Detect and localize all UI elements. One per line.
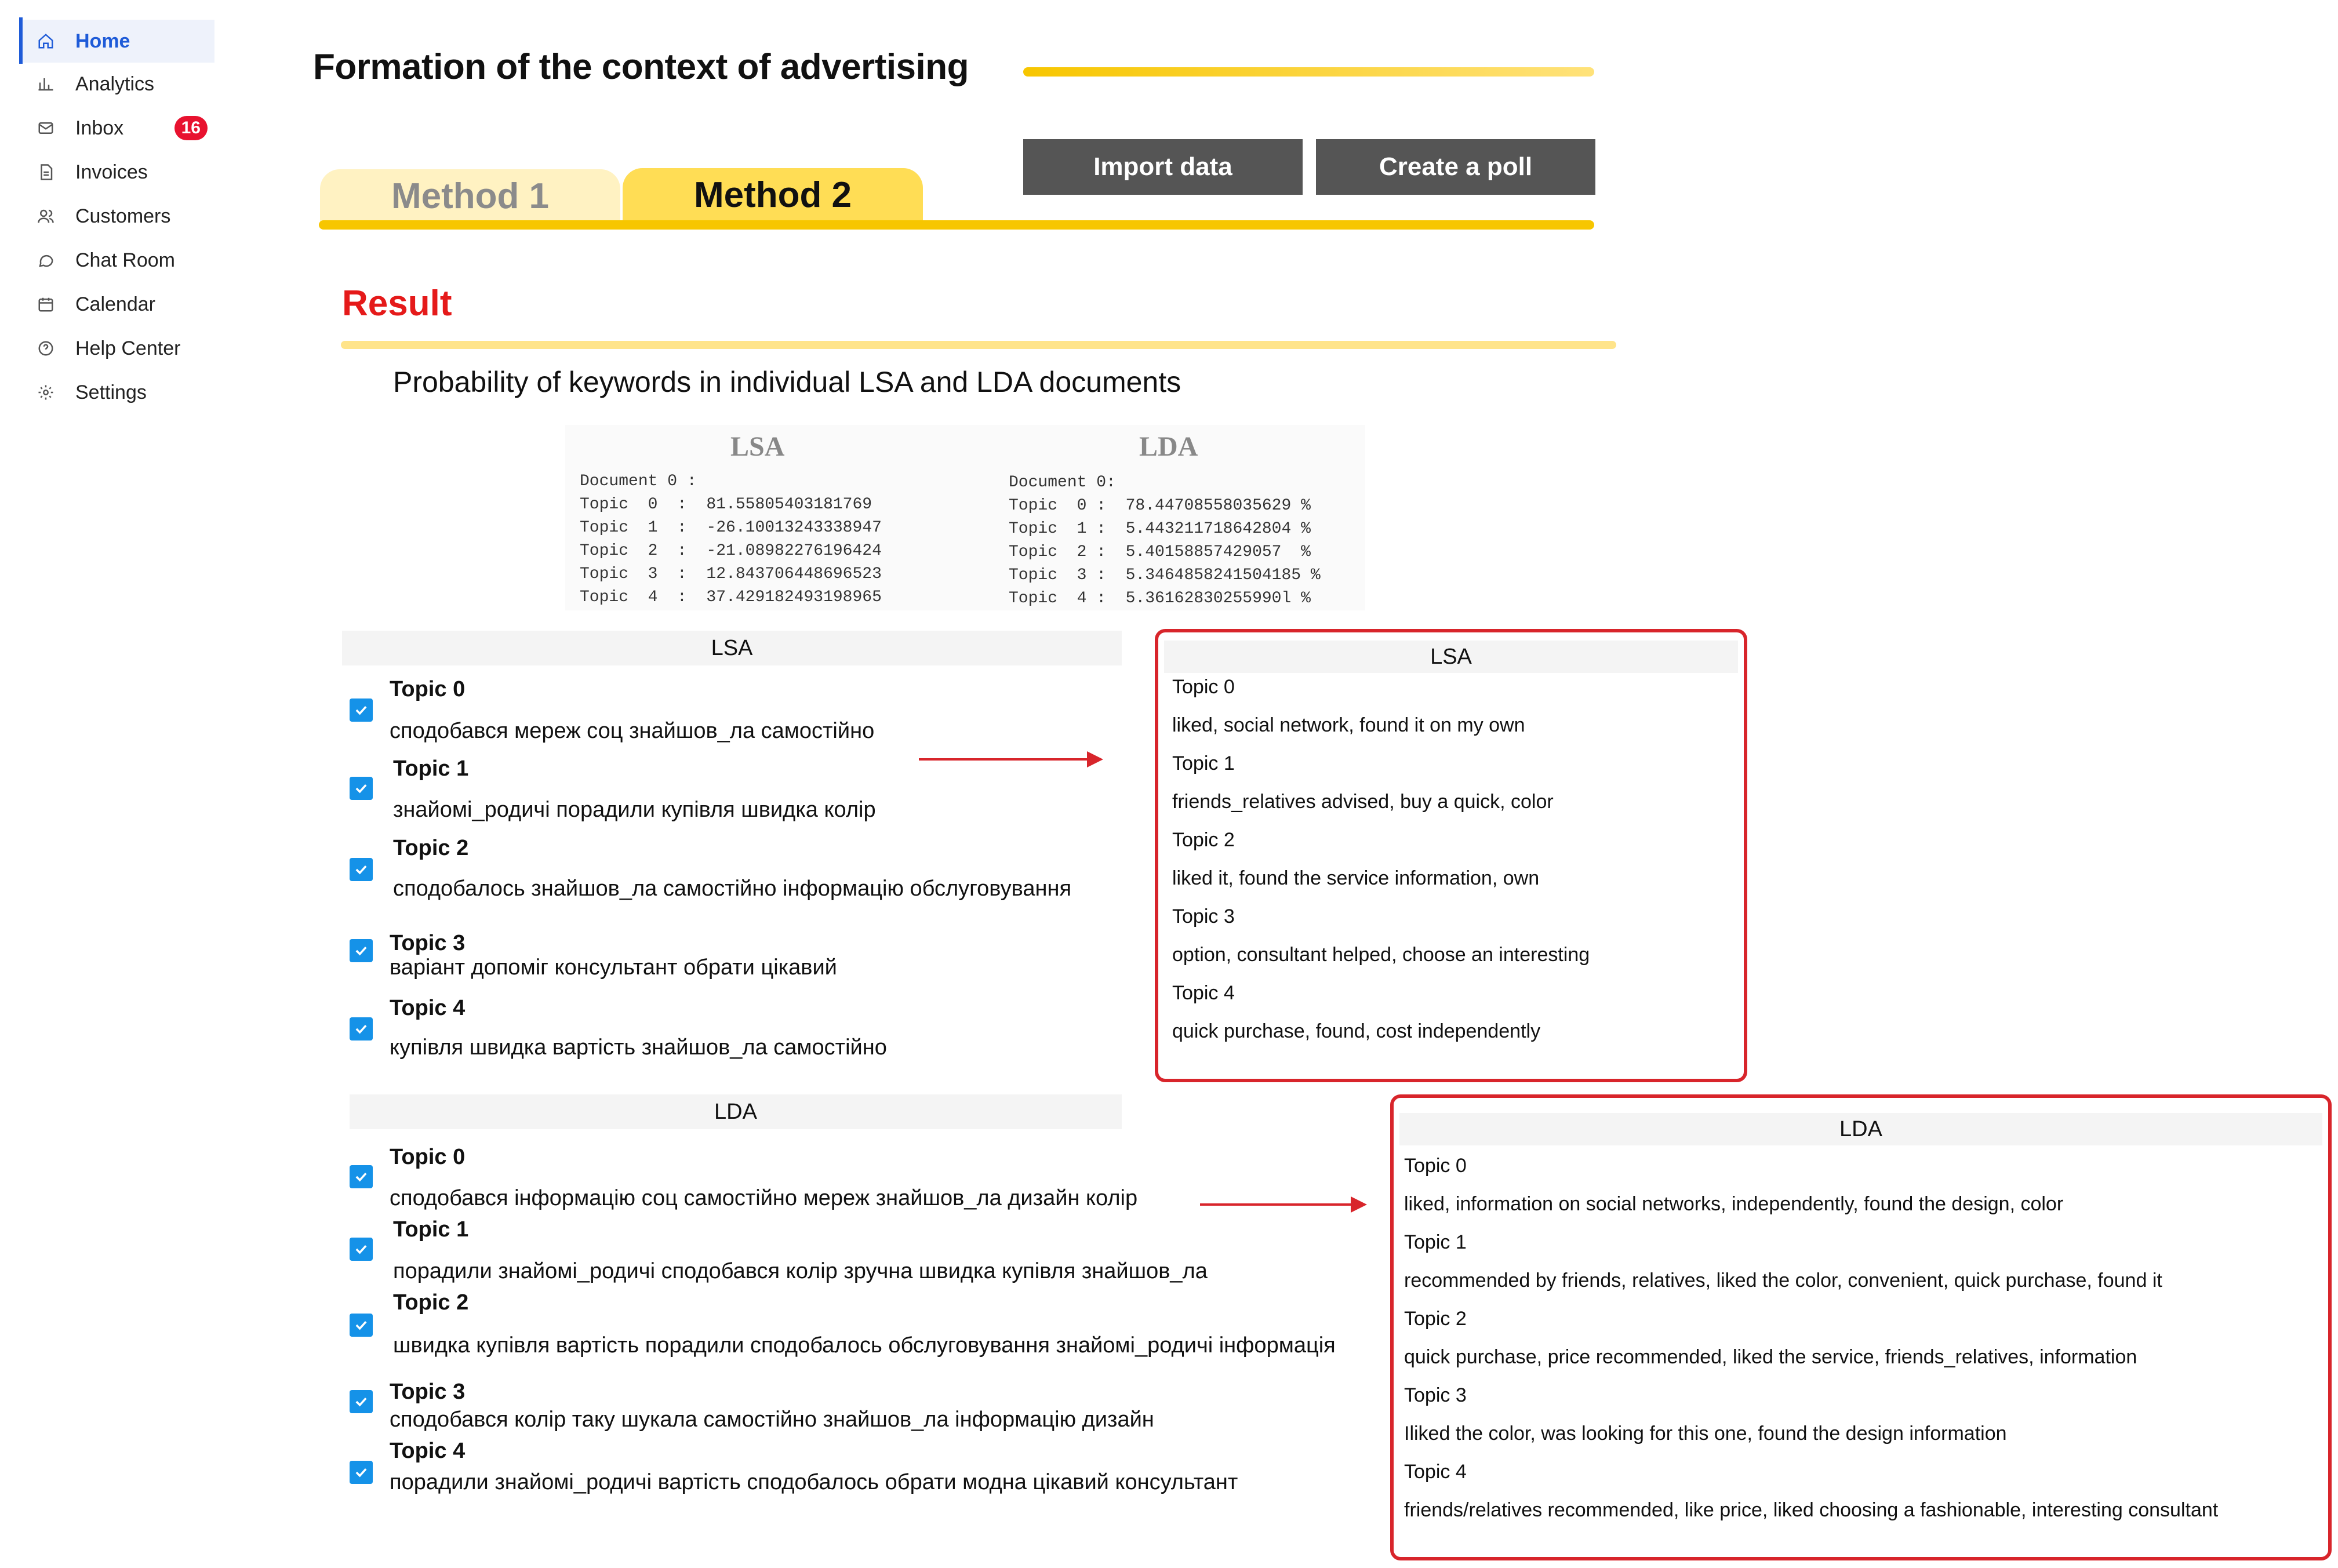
lsa-topic-3-text: варіант допоміг консультант обрати цікавий (390, 955, 837, 980)
lda-topic-3-title: Topic 3 (390, 1380, 466, 1404)
title-underline (1023, 67, 1594, 77)
lsa-translation-topic-0: Topic 0 (1172, 676, 1235, 698)
tab-label: Method 2 (693, 174, 852, 215)
sidebar-item-help-center[interactable] (23, 327, 214, 370)
lsa-output-heading: LSA (730, 431, 785, 462)
sidebar-item-customers[interactable] (23, 195, 214, 238)
lsa-topic-1-text: знайомі_родичі порадили купівля швидка колір (393, 798, 876, 822)
lsa-topic-3-checkbox[interactable] (350, 939, 373, 962)
lda-topic-1-checkbox[interactable] (350, 1238, 373, 1261)
lsa-arrow-icon (919, 748, 1104, 771)
users-icon (36, 206, 56, 226)
sidebar-item-label: Customers (75, 205, 171, 227)
lsa-topic-0-title: Topic 0 (390, 677, 466, 701)
lsa-topic-0-text: сподобався мереж соц знайшов_ла самостійно (390, 719, 875, 743)
import-data-button[interactable]: Import data (1023, 139, 1303, 195)
lda-topic-1-title: Topic 1 (393, 1217, 469, 1242)
lsa-section-heading: LSA (342, 631, 1122, 665)
sidebar-item-analytics[interactable] (23, 63, 214, 105)
lsa-topic-4-title: Topic 4 (390, 996, 466, 1020)
lda-topic-3-checkbox[interactable] (350, 1390, 373, 1413)
lsa-topic-4-text: купівля швидка вартість знайшов_ла самостійно (390, 1035, 887, 1060)
help-icon (36, 339, 56, 358)
home-icon (36, 31, 56, 51)
lsa-translation-text-1: friends_relatives advised, buy a quick, color (1172, 791, 1554, 813)
lsa-translation-topic-4: Topic 4 (1172, 982, 1235, 1004)
sidebar-item-label: Help Center (75, 337, 181, 359)
tab-method-2[interactable] (623, 168, 923, 221)
lda-topic-4-text: порадили знайомі_родичі вартість сподобалось обрати модна цікавий консультант (390, 1470, 1238, 1494)
sidebar-item-label: Analytics (75, 72, 155, 95)
lda-translation-topic-1: Topic 1 (1404, 1231, 1467, 1253)
sidebar-item-inbox[interactable] (23, 107, 214, 150)
sidebar-item-label: Calendar (75, 293, 155, 315)
lda-output-text: Document 0: Topic 0 : 78.44708558035629 % Topic 1 : 5.443211718642804 % Topic 2 : 5.40158857429057 % Topic 3 : 5.3464858241504185 % Topic 4 : 5.36162830255990l % (1009, 474, 1321, 607)
lda-topic-0-title: Topic 0 (390, 1145, 466, 1169)
lda-topic-2-text: швидка купівля вартість порадили сподобалось обслуговування знайомі_родичі інформація (393, 1333, 1336, 1358)
lda-topic-0-checkbox[interactable] (350, 1165, 373, 1188)
lda-translation-topic-3: Topic 3 (1404, 1384, 1467, 1406)
lda-translation-text-4: friends/relatives recommended, like price, liked choosing a fashionable, interesting consultant (1404, 1499, 2219, 1521)
page-title: Formation of the context of advertising (313, 47, 969, 87)
lda-section-heading: LDA (350, 1094, 1122, 1129)
tab-underline (319, 220, 1594, 230)
document-icon (36, 162, 56, 182)
lsa-output-text: Document 0 : Topic 0 : 81.55805403181769 Topic 1 : -26.10013243338947 Topic 2 : -21.08982276196424 Topic 3 : 12.843706448696523 Topic 4 : 37.429182493198965 (580, 472, 882, 606)
sidebar-item-label: Invoices (75, 161, 148, 183)
tab-label: Method 1 (391, 176, 550, 216)
lda-topic-4-title: Topic 4 (390, 1439, 466, 1463)
lsa-translation-text-3: option, consultant helped, choose an interesting (1172, 944, 1590, 966)
lsa-topic-1-title: Topic 1 (393, 756, 469, 781)
result-subtitle: Probability of keywords in individual LSA and LDA documents (393, 366, 1181, 398)
sidebar-item-home[interactable] (23, 20, 214, 63)
lsa-translation-heading: LSA (1164, 641, 1738, 673)
lsa-topic-4-checkbox[interactable] (350, 1017, 373, 1041)
result-underline (341, 341, 1616, 349)
lda-translation-text-2: quick purchase, price recommended, liked the service, friends_relatives, information (1404, 1346, 2137, 1368)
document-output (565, 425, 1365, 610)
lsa-translation-text-2: liked it, found the service information, own (1172, 867, 1540, 889)
sidebar-item-label: Chat Room (75, 249, 175, 271)
tab-method-1[interactable] (320, 169, 620, 223)
bar-chart-icon (36, 74, 56, 94)
calendar-icon (36, 294, 56, 314)
lsa-translation-topic-2: Topic 2 (1172, 829, 1235, 851)
sidebar-item-settings[interactable] (23, 371, 214, 414)
lda-topic-2-checkbox[interactable] (350, 1314, 373, 1337)
lsa-topic-0-checkbox[interactable] (350, 698, 373, 722)
sidebar-item-calendar[interactable] (23, 283, 214, 326)
lda-topic-4-checkbox[interactable] (350, 1461, 373, 1484)
lda-topic-3-text: сподобався колір таку шукала самостійно знайшов_ла інформацію дизайн (390, 1407, 1154, 1432)
lda-output-heading: LDA (1139, 431, 1198, 462)
lsa-translation-text-4: quick purchase, found, cost independently (1172, 1020, 1541, 1042)
lda-translation-box (1390, 1094, 2332, 1560)
lda-topic-0-text: сподобався інформацію соц самостійно мереж знайшов_ла дизайн колір (390, 1186, 1138, 1210)
lda-translation-text-1: recommended by friends, relatives, liked the color, convenient, quick purchase, found it (1404, 1269, 2162, 1291)
result-heading: Result (342, 283, 452, 323)
sidebar-item-label: Settings (75, 381, 147, 403)
lsa-translation-topic-1: Topic 1 (1172, 752, 1235, 774)
gear-icon (36, 383, 56, 402)
sidebar-item-label: Inbox (75, 117, 124, 139)
mail-icon (36, 118, 56, 138)
lsa-translation-box (1155, 629, 1747, 1082)
lsa-topic-2-text: сподобалось знайшов_ла самостійно інформацію обслуговування (393, 876, 1072, 901)
lda-topic-2-title: Topic 2 (393, 1290, 469, 1315)
active-indicator (19, 17, 23, 64)
sidebar-item-chat-room[interactable] (23, 239, 214, 282)
lsa-topic-1-checkbox[interactable] (350, 777, 373, 800)
lsa-topic-2-checkbox[interactable] (350, 858, 373, 881)
lda-arrow-icon (1200, 1193, 1368, 1216)
lsa-topic-3-title: Topic 3 (390, 931, 466, 955)
lda-translation-text-0: liked, information on social networks, independently, found the design, color (1404, 1193, 2064, 1215)
lda-translation-topic-4: Topic 4 (1404, 1461, 1467, 1483)
sidebar-item-label: Home (75, 30, 130, 52)
lsa-translation-text-0: liked, social network, found it on my own (1172, 714, 1525, 736)
sidebar-item-invoices[interactable] (23, 151, 214, 194)
lda-translation-topic-2: Topic 2 (1404, 1308, 1467, 1330)
lsa-topic-2-title: Topic 2 (393, 836, 469, 860)
lda-translation-text-3: Iliked the color, was looking for this one, found the design information (1404, 1423, 2007, 1445)
sidebar (0, 0, 220, 441)
lda-translation-heading: LDA (1399, 1113, 2322, 1145)
inbox-count-badge: 16 (174, 116, 208, 140)
lda-translation-topic-0: Topic 0 (1404, 1155, 1467, 1177)
lsa-translation-topic-3: Topic 3 (1172, 905, 1235, 927)
chat-icon (36, 250, 56, 270)
create-poll-button[interactable]: Create a poll (1316, 139, 1595, 195)
lda-topic-1-text: порадили знайомі_родичі сподобався колір зручна швидка купівля знайшов_ла (393, 1259, 1208, 1283)
